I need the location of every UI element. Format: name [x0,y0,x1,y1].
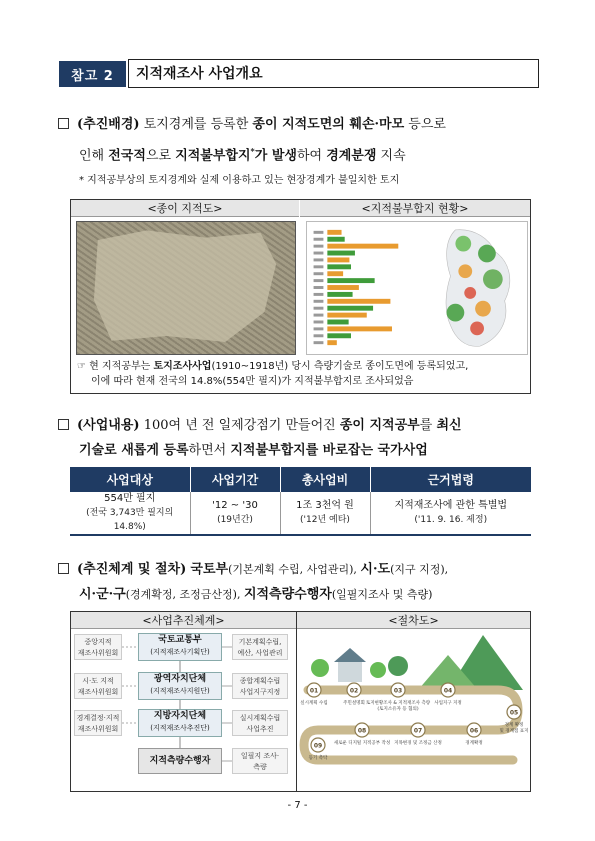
cell-sub: ('12년 예타) [300,515,350,525]
text: 인해 [79,148,109,164]
text: 하여 [296,148,327,164]
table-cell [190,492,280,535]
chart-bar [327,326,392,331]
text-bold: 국토부 [190,562,229,577]
node-title: 지적측량수행자 [149,756,211,766]
table-cell [70,492,190,535]
bar-label [314,231,324,234]
step-number: 09 [313,742,323,750]
cell-sub: (19년간) [217,515,253,525]
step-label: 지목변경 및 조정금 산정 [394,741,442,746]
background-footnote: * 지적공부상의 토지경계와 실제 이용하고 있는 현장경계가 불일치한 토지 [79,175,400,186]
note-line-2: 이에 따라 현재 전국의 14.8%(554만 필지)가 지적불부합지로 조사되었음 [91,376,414,387]
chart-bar [327,313,366,318]
text-bold: 토지조사사업 [153,361,212,372]
checkbox-square-icon [58,419,69,430]
text-bold: 최신 [436,418,462,433]
step-label: 실시계획 수립 [300,701,328,706]
text-bold: 지적불부합지를 바로잡는 국가사업 [230,443,428,458]
text-bold: 종이 지적도면의 훼손·마모 [252,117,405,132]
bar-label [314,258,324,261]
note-line-1 [77,359,468,374]
step-number: 02 [349,687,359,695]
cell-main: '12 ~ '30 [212,500,258,511]
footnote-mark: * [250,146,255,156]
tree-icon [388,656,408,676]
bar-label [314,307,324,310]
text: 지속 [376,148,406,164]
step-number: 05 [509,709,519,717]
region-bubble [447,304,465,322]
text: 등으로 [404,117,446,132]
left-node: 시·도 지적 재조사위원회 [74,673,122,699]
step-number: 08 [357,727,367,735]
mismatch-status-caption: <지적불부합지 현황> [300,200,530,217]
page-number: - 7 - [287,800,308,811]
bar-label [314,341,324,344]
region-bubble [464,287,476,299]
cell-sub: (전국 3,743만 필지의 14.8%) [86,508,174,532]
bar-label [314,238,324,241]
text: 하면서 [188,443,231,458]
panel-note [77,359,468,389]
org-connectors [122,630,234,780]
reference-tag: 참고 2 [59,61,126,87]
col-header: 근거법령 [370,467,531,492]
bar-label [314,245,324,248]
procedure-illustration [298,630,530,790]
panel-divider [296,612,297,791]
bar-label [314,265,324,268]
step-group [300,683,528,761]
text: ☞ 현 지적공부는 [77,361,154,372]
text-bold: 시·도 [360,562,391,577]
step-label: (토지소유자 등 협의) [377,707,419,712]
project-info-table [70,467,531,536]
region-bubble [475,301,491,317]
table-row [70,492,531,535]
step-number: 03 [393,687,403,695]
text: (1910~1918년) 당시 측량기술로 종이도면에 등록되었고, [211,361,469,372]
step-label: 등기 촉탁 [308,756,328,761]
step-number: 06 [469,727,479,735]
text: 를 [419,418,437,433]
chart-bar [327,251,355,256]
chart-bar [327,306,373,311]
region-bubble [478,245,496,263]
content-label: (사업내용) [77,418,140,433]
node-title: 지방자치단체 [153,711,207,721]
procedure-caption: <절차도> [297,612,530,629]
cell-sub: ('11. 9. 16. 제정) [414,515,488,525]
chart-bar [327,320,348,325]
region-bubble [458,264,472,278]
table-header-row [70,467,531,492]
tree-icon [311,659,329,677]
cell-main: 554만 필지 [104,493,156,504]
cell-main: 지적재조사에 관한 특별법 [394,500,508,511]
bar-label [314,279,324,282]
system-label: (추진체계 및 절차) [77,562,187,577]
step-label: 새로운 디지털 지적공부 작성 [333,741,391,746]
left-node: 중앙지적 재조사위원회 [74,634,122,660]
background-line-2 [79,138,406,169]
bar-label [314,300,324,303]
system-line-1 [58,557,448,583]
region-bubble [470,321,484,335]
chart-bar [327,237,344,242]
step-label: 및 경계점 표지 [499,729,529,734]
right-node: 일필지 조사· 측량 [232,748,288,774]
content-line-1 [58,413,462,439]
node-sub: (지적재조사기획단) [150,648,210,656]
col-header: 총사업비 [280,467,370,492]
bar-label [314,327,324,330]
chart-bar [327,271,343,276]
right-node: 실시계획수립 사업추진 [232,710,288,736]
step-number: 07 [413,727,423,735]
text: (기본계획 수립, 사업관리), [228,563,361,576]
text: (지구 지정), [390,563,449,576]
chart-bar [327,340,336,345]
bar-label [314,252,324,255]
right-node: 기본계획수립, 예산, 사업관리 [232,634,288,660]
left-node: 경계결정·지적 재조사위원회 [74,710,122,736]
col-header: 사업기간 [190,467,280,492]
step-label: 주민설명회 [343,701,365,706]
text-bold: 기술로 새롭게 등록 [79,443,189,458]
org-chart-caption: <사업추진체계> [71,612,296,629]
text-bold: 경계분쟁 [326,148,377,164]
region-bubble [483,269,503,289]
text-bold: 종이 지적공부 [339,418,420,433]
step-number: 04 [443,687,453,695]
chart-bar [327,278,374,283]
bar-label [314,314,324,317]
bar-label [314,293,324,296]
chart-bar [327,244,398,249]
region-bubble [455,236,471,252]
node-sub: (지적재조사지원단) [150,687,210,695]
step-label: 경계 확정 [504,723,524,728]
node-title: 광역자치단체 [153,674,207,684]
text-bold: 지적측량수행자 [243,587,332,602]
system-line-2 [79,582,432,608]
bar-label [314,321,324,324]
bar-group [314,230,399,345]
right-node: 종합계획수립 사업지구지정 [232,673,288,699]
checkbox-square-icon [58,563,69,574]
cell-main: 1조 3천억 원 [296,500,354,511]
bar-label [314,272,324,275]
text: (경계확정, 조정금산정), [125,588,244,601]
chart-bar [327,299,390,304]
step-label: 사업지구 지정 [434,701,462,706]
paper-map-caption: <종이 지적도> [71,200,299,217]
step-label: 토지현황조사 & 지적재조사 측량 [365,701,431,706]
text-bold: 전국적 [108,148,146,164]
step-label: 경계확정 [465,741,483,746]
text-bold: 지적불부합지 [175,148,251,164]
bar-label [314,286,324,289]
table-cell [280,492,370,535]
page-title: 지적재조사 사업개요 [136,66,263,82]
step-number: 01 [309,687,319,695]
mismatch-status-chart-image [306,221,528,355]
tree-icon [370,662,386,678]
text-bold: 시·군·구 [79,587,126,602]
content-line-2 [79,438,428,464]
text: 100여 년 전 일제강점기 만들어진 [143,418,340,433]
node-title: 국토교통부 [158,635,202,645]
chart-bar [327,264,351,269]
bar-label [314,334,324,337]
chart-bar [327,333,351,338]
table-cell [370,492,531,535]
text: 으로 [145,148,176,164]
chart-bar [327,285,359,290]
background-label: (추진배경) [77,117,140,132]
house-shape [338,660,362,682]
col-header: 사업대상 [70,467,190,492]
checkbox-square-icon [58,118,69,129]
text: (일필지조사 및 측량) [331,588,433,601]
text: 토지경계를 등록한 [143,117,253,132]
text-bold: 가 발생 [254,148,297,164]
background-line-1 [58,112,446,138]
chart-bar [327,292,352,297]
chart-bar [327,257,349,262]
chart-bar [327,230,341,235]
node-sub: (지적재조사추진단) [150,724,210,732]
house-roof [334,648,366,662]
